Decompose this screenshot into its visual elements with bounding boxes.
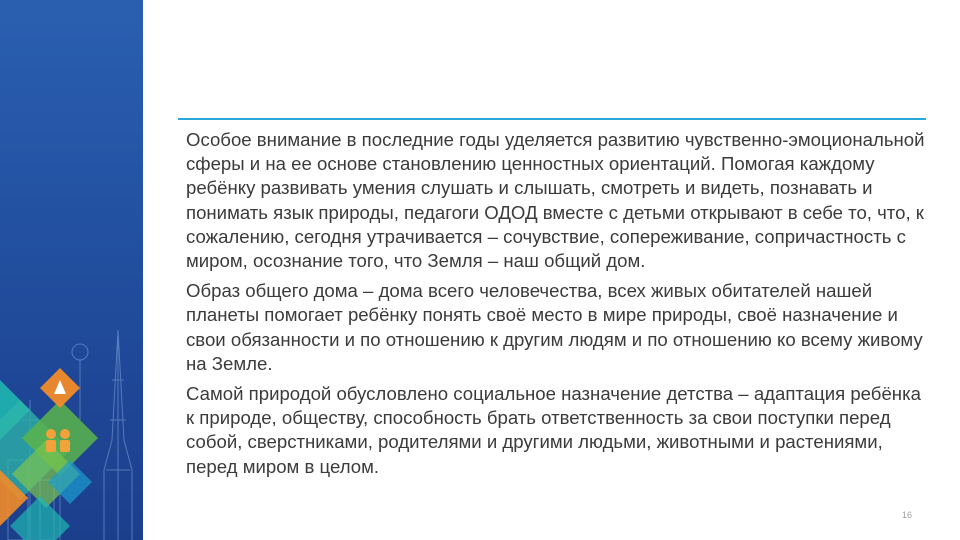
page-number: 16 bbox=[902, 510, 913, 520]
mosaic-shapes bbox=[0, 368, 98, 540]
paragraph-3: Самой природой обусловлено социальное назначение детства – адаптация ребёнка к природе, обществу, способность брать ответственность за свои поступки перед собой, сверстниками, родителями и другими людьми, животными и растениями, перед миром в целом. bbox=[186, 383, 921, 477]
decorative-side-panel bbox=[0, 0, 143, 540]
paragraph-2: Образ общего дома – дома всего человечества, всех живых обитателей нашей планеты помогает ребёнку понять своё место в мире природы, своё назначение и свои обязанности и по отношению к другим людям и по отношению ко всему живому на Земле. bbox=[186, 280, 923, 374]
paragraph-1: Особое внимание в последние годы уделяется развитию чувственно-эмоциональной сферы и на ее основе становлению ценностных ориентаций. Помогая каждому ребёнку развивать умения слушать и слышать, смотреть и видеть, познавать и понимать язык природы, педагоги ОДОД вместе с детьми открывают в себе то, что, к сожалению, сегодня утрачивается – сочувствие, сопереживание, сопричастность с миром, осознание того, что Земля – наш общий дом. bbox=[186, 129, 925, 272]
city-mosaic-illustration bbox=[0, 0, 143, 540]
slide-body-text bbox=[186, 128, 926, 485]
title-divider-line bbox=[178, 118, 926, 120]
